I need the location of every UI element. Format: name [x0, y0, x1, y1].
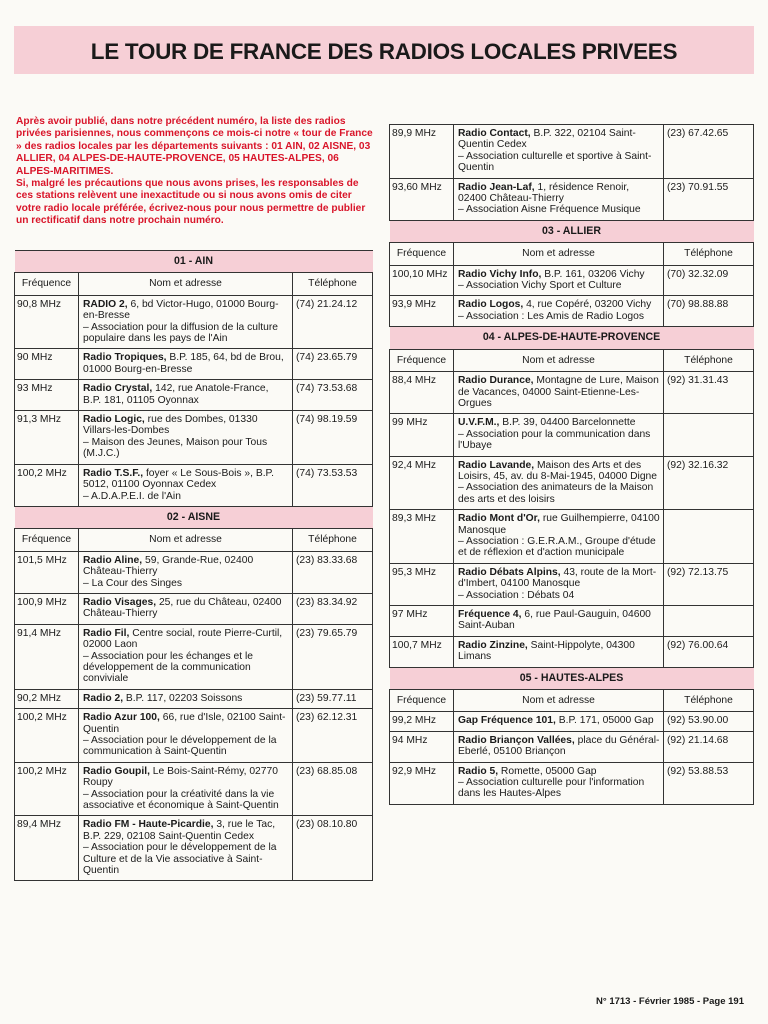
station-frequency: 88,4 MHz: [390, 372, 454, 414]
station-association: – Maison des Jeunes, Maison pour Tous (M.J.C.): [83, 436, 268, 460]
station-details: [79, 689, 293, 708]
station-row: [15, 593, 373, 624]
station-row: [15, 551, 373, 593]
title-banner: [14, 26, 754, 74]
station-name: Radio Briançon Vallées,: [458, 734, 575, 746]
station-phone: [664, 606, 754, 637]
station-association: – Association pour la diffusion de la culture populaire dans les pays de l'Ain: [83, 321, 279, 345]
page-footer: N° 1713 - Février 1985 - Page 191: [596, 996, 744, 1007]
station-name: Radio Fil,: [83, 627, 130, 639]
column-header-row: [15, 273, 373, 295]
station-row: [390, 372, 754, 414]
station-row: [390, 414, 754, 456]
station-details: [454, 563, 664, 605]
station-details: [454, 372, 664, 414]
station-details: [454, 762, 664, 804]
station-row: [15, 816, 373, 881]
station-frequency: 90 MHz: [15, 349, 79, 380]
frequency-header: Fréquence: [390, 243, 454, 265]
station-phone: (74) 73.53.68: [293, 380, 373, 411]
station-details: [79, 380, 293, 411]
station-row: [390, 178, 754, 220]
department-header-row: [390, 327, 754, 349]
station-row: [390, 125, 754, 179]
column-header-row: [390, 690, 754, 712]
station-association: – Association pour les échanges et le développement de la communication conviviale: [83, 650, 254, 685]
station-row: [390, 731, 754, 762]
phone-header: Téléphone: [293, 273, 373, 295]
station-name: Radio Azur 100,: [83, 712, 160, 724]
department-title: 05 - HAUTES-ALPES: [390, 667, 754, 689]
station-name: Radio Lavande,: [458, 459, 535, 471]
department-header-row: [15, 506, 373, 528]
station-name: Radio Logos,: [458, 299, 524, 311]
station-row: [390, 563, 754, 605]
station-details: [454, 731, 664, 762]
station-phone: (92) 32.16.32: [664, 456, 754, 510]
left-column: [14, 250, 372, 881]
station-address: foyer « Le Sous-Bois », B.P. 5012, 01100 Oyonnax Cedex: [83, 467, 274, 491]
station-phone: (23) 59.77.11: [293, 689, 373, 708]
station-phone: (23) 83.34.92: [293, 593, 373, 624]
department-title: 03 - ALLIER: [390, 220, 754, 242]
column-header-row: [15, 529, 373, 551]
station-frequency: 100,2 MHz: [15, 464, 79, 506]
station-address: B.P. 161, 03206 Vichy: [541, 268, 645, 280]
station-address: B.P. 117, 02203 Soissons: [123, 692, 243, 704]
station-name: Radio Visages,: [83, 596, 157, 608]
page-title: LE TOUR DE FRANCE DES RADIOS LOCALES PRIVEES: [90, 39, 678, 64]
station-name: Radio Durance,: [458, 375, 534, 387]
department-title: 01 - AIN: [15, 251, 373, 273]
station-name: Radio Contact,: [458, 128, 531, 139]
station-address: B.P. 185, 64, bd de Brou, 01000 Bourg-en-Bresse: [83, 352, 284, 375]
station-name: Radio T.S.F.,: [83, 467, 144, 479]
station-row: [390, 606, 754, 637]
intro-text: [16, 116, 374, 228]
frequency-header: Fréquence: [390, 690, 454, 712]
station-details: [454, 712, 664, 731]
station-association: – Association culturelle et sportive à Saint-Quentin: [458, 150, 652, 174]
station-phone: (70) 32.32.09: [664, 265, 754, 296]
department-header-row: [15, 251, 373, 273]
station-row: [15, 295, 373, 349]
station-name: Gap Fréquence 101,: [458, 715, 556, 727]
radio-table-right: [389, 124, 754, 805]
station-association: – Association culturelle pour l'information dans les Hautes-Alpes: [458, 777, 645, 800]
station-details: [79, 411, 293, 465]
station-address: Romette, 05000 Gap: [498, 765, 597, 777]
station-name: RADIO 2,: [83, 298, 128, 310]
station-row: [15, 709, 373, 763]
station-phone: (23) 08.10.80: [293, 816, 373, 881]
station-row: [15, 689, 373, 708]
station-address: Le Bois-Saint-Rémy, 02770 Roupy: [83, 765, 278, 789]
frequency-header: Fréquence: [15, 273, 79, 295]
station-address: place du Général-Eberlé, 05100 Briançon: [458, 734, 660, 758]
station-name: Radio Aline,: [83, 554, 143, 566]
station-details: [79, 349, 293, 380]
station-row: [390, 296, 754, 327]
station-name: Radio 5,: [458, 765, 499, 777]
station-phone: (92) 31.31.43: [664, 372, 754, 414]
station-phone: (23) 70.91.55: [664, 178, 754, 220]
station-row: [15, 762, 373, 816]
phone-header: Téléphone: [664, 243, 754, 265]
phone-header: Téléphone: [664, 690, 754, 712]
right-column: [389, 124, 753, 805]
station-details: [79, 295, 293, 349]
station-association: – Association pour le développement de la communication à Saint-Quentin: [83, 735, 277, 758]
station-address: 1, résidence Renoir, 02400 Château-Thierry: [458, 181, 630, 205]
station-address: rue des Dombes, 01330 Villars-les-Dombes: [83, 414, 258, 437]
station-details: [454, 456, 664, 510]
station-details: [454, 414, 664, 456]
department-header-row: [390, 667, 754, 689]
department-header-row: [390, 220, 754, 242]
station-row: [390, 265, 754, 296]
station-frequency: 100,2 MHz: [15, 709, 79, 763]
station-address: Centre social, route Pierre-Curtil, 02000 Laon: [83, 627, 283, 651]
station-address: Saint-Hippolyte, 04300 Limans: [458, 639, 635, 663]
station-address: Maison des Arts et des Loisirs, 45, av. du 8-Mai-1945, 04000 Digne: [458, 459, 657, 482]
station-address: 43, route de la Mort-d'Imbert, 04100 Manosque: [458, 566, 657, 590]
station-row: [390, 636, 754, 667]
station-name: Radio Débats Alpins,: [458, 566, 561, 578]
station-name: Radio Zinzine,: [458, 639, 528, 651]
station-address: B.P. 171, 05000 Gap: [555, 715, 654, 727]
station-frequency: 100,7 MHz: [390, 636, 454, 667]
station-row: [15, 464, 373, 506]
station-name: Radio Mont d'Or,: [458, 513, 540, 525]
station-address: 66, rue d'Isle, 02100 Saint-Quentin: [83, 712, 286, 735]
station-frequency: 94 MHz: [390, 731, 454, 762]
station-phone: [664, 414, 754, 456]
station-details: [79, 593, 293, 624]
station-row: [390, 762, 754, 804]
station-association: – Association : Les Amis de Radio Logos: [458, 310, 645, 322]
station-frequency: 99 MHz: [390, 414, 454, 456]
column-header-row: [390, 243, 754, 265]
station-details: [79, 816, 293, 881]
station-name: U.V.F.M.,: [458, 417, 500, 429]
station-name: Radio Vichy Info,: [458, 268, 542, 280]
station-details: [79, 551, 293, 593]
station-row: [15, 411, 373, 465]
station-phone: (74) 98.19.59: [293, 411, 373, 465]
station-frequency: 92,9 MHz: [390, 762, 454, 804]
station-row: [15, 624, 373, 689]
station-name: Radio Jean-Laf,: [458, 181, 535, 193]
station-phone: (74) 73.53.53: [293, 464, 373, 506]
station-frequency: 100,10 MHz: [390, 265, 454, 296]
station-address: B.P. 322, 02104 Saint-Quentin Cedex: [458, 128, 636, 151]
station-frequency: 90,2 MHz: [15, 689, 79, 708]
station-details: [454, 606, 664, 637]
station-address: 142, rue Anatole-France, B.P. 181, 01105 Oyonnax: [83, 383, 269, 406]
station-details: [79, 709, 293, 763]
station-details: [454, 296, 664, 327]
name-header: Nom et adresse: [454, 243, 664, 265]
frequency-header: Fréquence: [390, 349, 454, 371]
department-title: 02 - AISNE: [15, 506, 373, 528]
station-phone: (70) 98.88.88: [664, 296, 754, 327]
station-name: Radio Tropiques,: [83, 352, 167, 364]
station-row: [15, 380, 373, 411]
department-title: 04 - ALPES-DE-HAUTE-PROVENCE: [390, 327, 754, 349]
station-address: 3, rue le Tac, B.P. 229, 02108 Saint-Quentin Cedex: [83, 819, 276, 842]
station-phone: (23) 68.85.08: [293, 762, 373, 816]
station-frequency: 93 MHz: [15, 380, 79, 411]
station-address: 25, rue du Château, 02400 Château-Thierry: [83, 596, 282, 620]
station-name: Radio FM - Haute-Picardie,: [83, 819, 214, 831]
station-row: [15, 349, 373, 380]
station-frequency: 89,4 MHz: [15, 816, 79, 881]
station-frequency: 90,8 MHz: [15, 295, 79, 349]
name-header: Nom et adresse: [79, 273, 293, 295]
station-name: Radio Crystal,: [83, 383, 153, 395]
station-details: [454, 510, 664, 564]
station-association: – Association pour le développement de la Culture et de la Vie associative à Saint-Quentin: [83, 842, 277, 877]
station-name: Radio Logic,: [83, 414, 145, 426]
station-association: – Association Vichy Sport et Culture: [458, 280, 622, 292]
station-association: – La Cour des Singes: [83, 577, 183, 589]
name-header: Nom et adresse: [79, 529, 293, 551]
station-frequency: 99,2 MHz: [390, 712, 454, 731]
station-frequency: 91,3 MHz: [15, 411, 79, 465]
phone-header: Téléphone: [664, 349, 754, 371]
station-address: 4, rue Copéré, 03200 Vichy: [523, 299, 652, 311]
station-details: [454, 125, 664, 179]
column-header-row: [390, 349, 754, 371]
station-frequency: 93,9 MHz: [390, 296, 454, 327]
phone-header: Téléphone: [293, 529, 373, 551]
station-phone: (23) 83.33.68: [293, 551, 373, 593]
station-frequency: 92,4 MHz: [390, 456, 454, 510]
station-association: – A.D.A.P.E.I. de l'Ain: [83, 490, 181, 502]
station-association: – Association pour la communication dans l'Ubaye: [458, 428, 651, 452]
station-row: [390, 510, 754, 564]
station-phone: (92) 53.90.00: [664, 712, 754, 731]
station-details: [79, 464, 293, 506]
intro-paragraph-2: Si, malgré les précautions que nous avons prises, les responsables de ces stations relèvent une inexactitude ou si nous avons omis de citer votre radio locale préférée, écrivez-nous pour nous permettre de publier un rectificatif dans notre prochain numéro.: [16, 178, 366, 227]
station-frequency: 95,3 MHz: [390, 563, 454, 605]
station-frequency: 91,4 MHz: [15, 624, 79, 689]
station-phone: (23) 67.42.65: [664, 125, 754, 179]
station-row: [390, 456, 754, 510]
station-association: – Association : Débats 04: [458, 589, 575, 601]
station-details: [454, 265, 664, 296]
station-phone: (92) 76.00.64: [664, 636, 754, 667]
station-details: [79, 762, 293, 816]
station-association: – Association Aisne Fréquence Musique: [458, 204, 641, 216]
station-frequency: 100,2 MHz: [15, 762, 79, 816]
station-phone: (74) 21.24.12: [293, 295, 373, 349]
station-name: Radio Goupil,: [83, 765, 150, 777]
station-address: 59, Grande-Rue, 02400 Château-Thierry: [83, 554, 254, 578]
station-frequency: 93,60 MHz: [390, 178, 454, 220]
name-header: Nom et adresse: [454, 690, 664, 712]
station-phone: (23) 62.12.31: [293, 709, 373, 763]
station-association: – Association des animateurs de la Maison des arts et des loisirs: [458, 482, 654, 505]
station-phone: (92) 72.13.75: [664, 563, 754, 605]
station-address: Montagne de Lure, Maison de Vacances, 04000 Saint-Etienne-Les-Orgues: [458, 375, 659, 409]
station-phone: [664, 510, 754, 564]
intro-paragraph-1: Après avoir publié, dans notre précédent numéro, la liste des radios privées parisiennes, nous commençons ce mois-ci notre « tour de France » des radios locales par les départements suivants : 01 AIN, 02 AISNE, 03 ALLIER, 04 ALPES-DE-HAUTE-PROVENCE, 05 HAUTES-ALPES, 06 ALPES-MARITIMES.: [16, 116, 373, 177]
station-address: rue Guilhempierre, 04100 Manosque: [458, 513, 660, 536]
name-header: Nom et adresse: [454, 349, 664, 371]
station-address: B.P. 39, 04400 Barcelonnette: [499, 417, 636, 429]
station-association: – Association pour la créativité dans la vie associative et économique à Saint-Quentin: [83, 788, 279, 812]
station-details: [79, 624, 293, 689]
station-frequency: 89,3 MHz: [390, 510, 454, 564]
station-details: [454, 178, 664, 220]
station-phone: (23) 79.65.79: [293, 624, 373, 689]
station-frequency: 89,9 MHz: [390, 125, 454, 179]
station-address: 6, rue Paul-Gauguin, 04600 Saint-Auban: [458, 609, 651, 632]
frequency-header: Fréquence: [15, 529, 79, 551]
station-row: [390, 712, 754, 731]
radio-table-left: [14, 250, 373, 881]
station-details: [454, 636, 664, 667]
station-name: Radio 2,: [83, 692, 124, 704]
station-address: 6, bd Victor-Hugo, 01000 Bourg-en-Bresse: [83, 298, 279, 322]
station-frequency: 100,9 MHz: [15, 593, 79, 624]
station-phone: (92) 53.88.53: [664, 762, 754, 804]
station-name: Fréquence 4,: [458, 609, 522, 620]
station-frequency: 97 MHz: [390, 606, 454, 637]
station-phone: (74) 23.65.79: [293, 349, 373, 380]
station-phone: (92) 21.14.68: [664, 731, 754, 762]
station-association: – Association : G.E.R.A.M., Groupe d'étude et de réflexion et d'action municipale: [458, 535, 656, 559]
station-frequency: 101,5 MHz: [15, 551, 79, 593]
